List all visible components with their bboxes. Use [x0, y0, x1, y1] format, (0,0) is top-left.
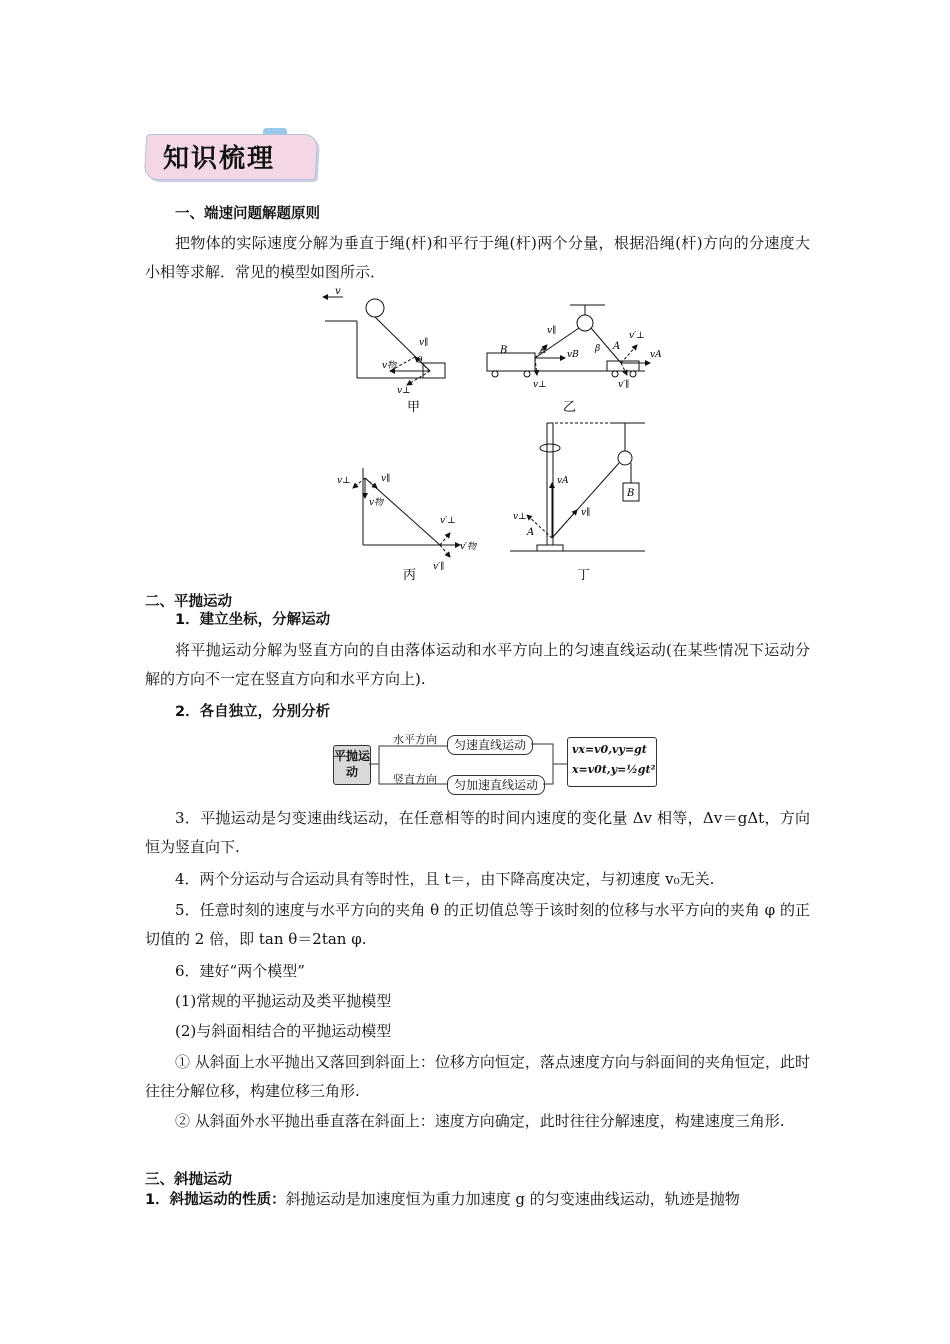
fig-bing-caption: 丙 — [403, 568, 417, 583]
flow-vert-box: 匀加速直线运动 — [447, 775, 545, 795]
fig-yi-label-A: A — [613, 341, 621, 352]
flow-equations-box — [567, 737, 657, 787]
fig-yi-label-vperp: v⊥ — [533, 380, 547, 390]
section2-item2-title: 2．各自独立，分别分析 — [175, 704, 331, 720]
fig-yi-label-beta: β — [595, 344, 601, 354]
section2-item6-c2: ② 从斜面外水平抛出垂直落在斜面上：速度方向确定，此时往往分解速度，构建速度三角形. — [175, 1112, 785, 1130]
flow-horiz-box: 匀速直线运动 — [447, 735, 533, 755]
section2-item1-text: 将平抛运动分解为竖直方向的自由落体运动和水平方向上的匀速直线运动(在某些情况下运动分解的方向不一定在竖直方向和水平方向上). — [145, 641, 810, 688]
fig-jia-label-v: v — [335, 286, 341, 297]
section1-paragraph: 把物体的实际速度分解为垂直于绳(杆)和平行于绳(杆)两个分量，根据沿绳(杆)方向的分速度大小相等求解．常见的模型如图所示． — [145, 234, 810, 281]
fig-jia-label-vobj: v物 — [382, 361, 397, 371]
section3-item1-text: 斜抛运动是加速度恒为重力加速度 g 的匀变速曲线运动，轨迹是抛物 — [285, 1190, 740, 1208]
fig-jia-label-vperp: v⊥ — [397, 386, 411, 396]
fig-bing-label-vpar: v∥ — [381, 474, 391, 484]
fig-bing-label-vperp: v⊥ — [337, 476, 351, 486]
section2-item5: 5．任意时刻的速度与水平方向的夹角 θ 的正切值总等于该时刻的位移与水平方向的夹角 φ 的正切值的 2 倍，即 tan θ＝2tan φ. — [145, 901, 810, 948]
section1-heading: 一、端速问题解题原则 — [175, 206, 320, 222]
fig-yi-label-alpha: α — [540, 346, 547, 356]
section2-item1-title: 1．建立坐标，分解运动 — [175, 612, 331, 628]
fig-yi-label-vpar: v∥ — [547, 326, 557, 336]
section2-item6-2: (2)与斜面相结合的平抛运动模型 — [175, 1022, 392, 1040]
flow-merge-lines — [531, 731, 571, 793]
fig-yi-label-B: B — [500, 345, 508, 356]
section3-item1-title: 1．斜抛运动的性质： — [145, 1192, 286, 1208]
fig-yi-label-vpar-prime: v′∥ — [618, 380, 630, 390]
flow-start-box: 平抛运动 — [333, 745, 371, 785]
fig-bing-label-vobj: v物 — [369, 498, 384, 508]
banner-title: 知识梳理 — [163, 144, 276, 174]
fig-jia-caption: 甲 — [407, 400, 421, 415]
fig-bing-label-vobj-prime: v′物 — [460, 542, 477, 552]
flow-vert-label: 竖直方向 — [393, 773, 437, 786]
fig-ding-label-vpar: v∥ — [581, 508, 591, 518]
fig-yi-caption: 乙 — [563, 400, 577, 415]
section3-heading: 三、斜抛运动 — [145, 1172, 232, 1188]
fig-ding-caption: 丁 — [577, 568, 591, 583]
fig-ding-label-B: B — [627, 488, 635, 499]
flow-eq2: x=v0t,y=½gt² — [572, 763, 656, 776]
section2-item6-1: (1)常规的平抛运动及类平抛模型 — [175, 992, 392, 1010]
fig-yi-label-vperp-prime: v′⊥ — [629, 331, 645, 341]
fig-bing-label-vperp-prime: v′⊥ — [440, 516, 456, 526]
figure-bing — [353, 468, 460, 557]
fig-ding-label-vperp: v⊥ — [513, 512, 527, 522]
fig-bing-label-vpar-prime: v′∥ — [433, 562, 445, 572]
fig-yi-label-vA: vA — [650, 350, 662, 360]
section3-item1 — [145, 1185, 810, 1215]
fig-yi-label-vB: vB — [567, 350, 579, 360]
flow-eq1: vx=v0,vy=gt — [572, 743, 647, 756]
flow-horiz-label: 水平方向 — [393, 733, 437, 746]
section2-item6: 6．建好“两个模型” — [175, 962, 305, 980]
section2-item6-c1: ① 从斜面上水平抛出又落回到斜面上：位移方向恒定，落点速度方向与斜面间的夹角恒定，此时往往分解位移，构建位移三角形. — [145, 1053, 810, 1100]
figure-yi — [487, 305, 650, 377]
decomposition-flow-diagram — [333, 731, 656, 793]
velocity-decomposition-figures — [315, 283, 665, 593]
section2-item3: 3．平抛运动是匀变速曲线运动，在任意相等的时间内速度的变化量 Δv 相等，Δv＝gΔt，方向恒为竖直向下. — [145, 809, 810, 856]
fig-jia-label-theta: θ — [417, 356, 423, 366]
fig-jia-label-vpar: v∥ — [419, 338, 429, 348]
section2-heading: 二、平抛运动 — [145, 594, 232, 610]
fig-ding-label-vA: vA — [557, 476, 569, 486]
section-banner — [145, 128, 321, 180]
fig-ding-label-A: A — [527, 527, 535, 538]
section2-item4: 4．两个分运动与合运动具有等时性，且 t＝，由下降高度决定，与初速度 v₀无关. — [175, 870, 715, 888]
